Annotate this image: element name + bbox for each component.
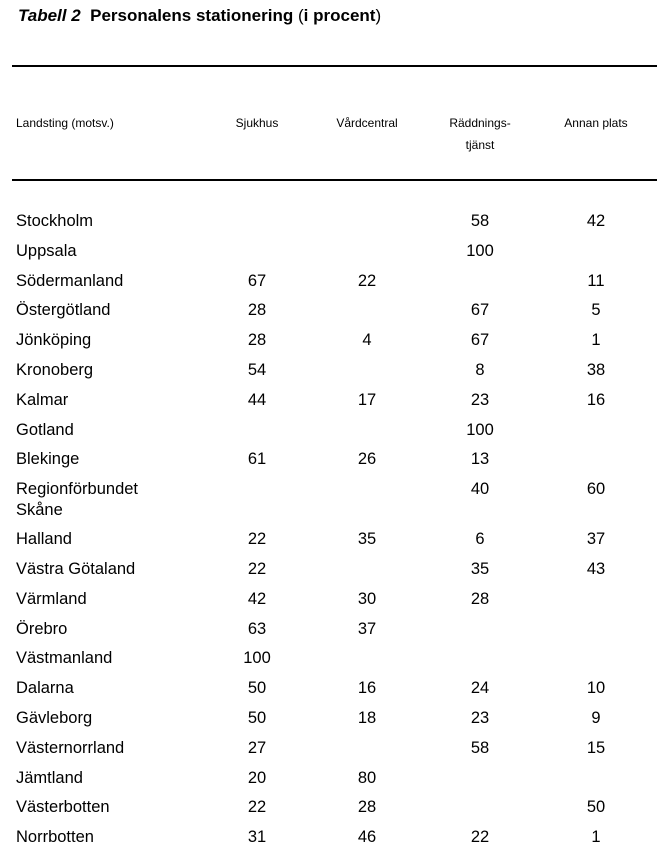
header-annan-plats: Annan plats: [564, 116, 628, 130]
region-name: Norrbotten: [16, 828, 94, 847]
header-rule: [12, 179, 657, 181]
region-name: Halland: [16, 530, 72, 549]
table-row: [0, 445, 659, 475]
cell-sjukhus: 54: [247, 360, 267, 379]
cell-annan-plats: 50: [586, 798, 606, 817]
cell-annan-plats: 1: [591, 331, 601, 350]
cell-raddningstjanst: 13: [470, 450, 490, 469]
cell-vardcentral: 35: [357, 530, 377, 549]
cell-raddningstjanst: 67: [470, 331, 490, 350]
region-name: Jönköping: [16, 331, 92, 350]
table-row: [0, 356, 659, 386]
cell-sjukhus: 100: [243, 649, 271, 668]
cell-sjukhus: 50: [247, 679, 267, 698]
table-row: [0, 525, 659, 555]
top-rule: [12, 65, 657, 67]
cell-vardcentral: 26: [357, 450, 377, 469]
cell-vardcentral: 17: [357, 390, 377, 409]
cell-sjukhus: 22: [247, 530, 267, 549]
cell-sjukhus: 61: [247, 450, 267, 469]
table-row: [0, 674, 659, 704]
cell-sjukhus: 22: [247, 559, 267, 578]
cell-sjukhus: 42: [247, 589, 267, 608]
header-raddningstjanst-line2: tjänst: [465, 138, 495, 152]
table-row: [0, 237, 659, 267]
cell-vardcentral: 4: [362, 331, 372, 350]
cell-raddningstjanst: 6: [475, 530, 485, 549]
table-row: [0, 386, 659, 416]
region-name: Västernorrland: [16, 738, 125, 757]
cell-annan-plats: 60: [586, 480, 606, 499]
cell-sjukhus: 31: [247, 828, 267, 847]
table-row: [0, 793, 659, 823]
cell-vardcentral: 80: [357, 768, 377, 787]
table-row: [0, 585, 659, 615]
cell-annan-plats: 11: [587, 271, 605, 290]
region-name: Västmanland: [16, 649, 113, 668]
region-name: Gävleborg: [16, 708, 93, 727]
cell-raddningstjanst: 8: [475, 360, 485, 379]
region-name: Uppsala: [16, 241, 77, 260]
cell-raddningstjanst: 22: [470, 828, 490, 847]
table-row: [0, 416, 659, 446]
cell-sjukhus: 28: [247, 331, 267, 350]
cell-annan-plats: 15: [586, 738, 606, 757]
cell-raddningstjanst: 58: [470, 212, 490, 230]
cell-sjukhus: 44: [247, 390, 267, 409]
cell-sjukhus: 27: [247, 738, 267, 757]
region-name: Västerbotten: [16, 798, 110, 817]
cell-raddningstjanst: 40: [470, 480, 490, 499]
header-raddningstjanst: [449, 112, 510, 156]
cell-annan-plats: 1: [591, 828, 601, 847]
cell-sjukhus: 22: [247, 798, 267, 817]
region-name: Kalmar: [16, 390, 69, 409]
table-row: [0, 704, 659, 734]
cell-raddningstjanst: 58: [470, 738, 490, 757]
region-name: Örebro: [16, 619, 68, 638]
table-row: [0, 207, 659, 237]
cell-vardcentral: 28: [357, 798, 377, 817]
region-name: Stockholm: [16, 212, 94, 230]
cell-vardcentral: 16: [357, 679, 377, 698]
cell-annan-plats: 38: [586, 360, 606, 379]
cell-vardcentral: 18: [357, 708, 377, 727]
cell-vardcentral: 30: [357, 589, 377, 608]
header-region: Landsting (motsv.): [16, 116, 114, 130]
title-open-paren: (: [297, 6, 304, 25]
table-row: [0, 267, 659, 297]
region-name: Regionförbundet Skåne: [16, 480, 139, 520]
cell-raddningstjanst: 100: [466, 241, 494, 260]
region-name: Östergötland: [16, 301, 111, 320]
cell-vardcentral: 37: [357, 619, 377, 638]
cell-vardcentral: 46: [357, 828, 377, 847]
region-name: Värmland: [16, 589, 87, 608]
header-vardcentral: Vårdcentral: [336, 116, 398, 130]
table-row: [0, 764, 659, 794]
cell-sjukhus: 20: [247, 768, 267, 787]
table-row: [0, 644, 659, 674]
table-row: [0, 296, 659, 326]
cell-annan-plats: 42: [586, 212, 606, 230]
region-name: Södermanland: [16, 271, 124, 290]
cell-vardcentral: 22: [357, 271, 377, 290]
cell-sjukhus: 67: [247, 271, 267, 290]
cell-sjukhus: 28: [247, 301, 267, 320]
cell-annan-plats: 43: [586, 559, 606, 578]
table-title: [18, 6, 381, 26]
table-row: [0, 326, 659, 356]
region-name: Kronoberg: [16, 360, 94, 379]
region-name: Jämtland: [16, 768, 83, 787]
cell-annan-plats: 10: [586, 679, 606, 698]
title-close-paren: ): [375, 6, 382, 25]
header-sjukhus: Sjukhus: [235, 116, 279, 130]
cell-annan-plats: 5: [591, 301, 601, 320]
region-name: Västra Götaland: [16, 559, 136, 578]
region-name: Dalarna: [16, 679, 74, 698]
header-raddningstjanst-line1: Räddnings-: [449, 116, 511, 130]
table-row: [0, 615, 659, 645]
table-row: [0, 475, 659, 525]
region-name: Gotland: [16, 420, 74, 439]
cell-raddningstjanst: 67: [470, 301, 490, 320]
table-number: Tabell 2: [18, 6, 81, 25]
table-title-qualifier: i procent: [303, 6, 376, 25]
table-row: [0, 823, 659, 853]
region-name: Blekinge: [16, 450, 80, 469]
cell-sjukhus: 63: [247, 619, 267, 638]
table-row: [0, 734, 659, 764]
table-body: [0, 207, 659, 853]
cell-annan-plats: 37: [586, 530, 606, 549]
cell-raddningstjanst: 23: [470, 390, 490, 409]
cell-raddningstjanst: 23: [470, 708, 490, 727]
cell-sjukhus: 50: [247, 708, 267, 727]
cell-raddningstjanst: 24: [470, 679, 490, 698]
cell-annan-plats: 9: [591, 708, 601, 727]
table-row: [0, 555, 659, 585]
cell-raddningstjanst: 35: [470, 559, 490, 578]
cell-raddningstjanst: 100: [466, 420, 494, 439]
cell-annan-plats: 16: [586, 390, 606, 409]
table-title-text: Personalens stationering: [90, 6, 294, 25]
cell-raddningstjanst: 28: [470, 589, 490, 608]
